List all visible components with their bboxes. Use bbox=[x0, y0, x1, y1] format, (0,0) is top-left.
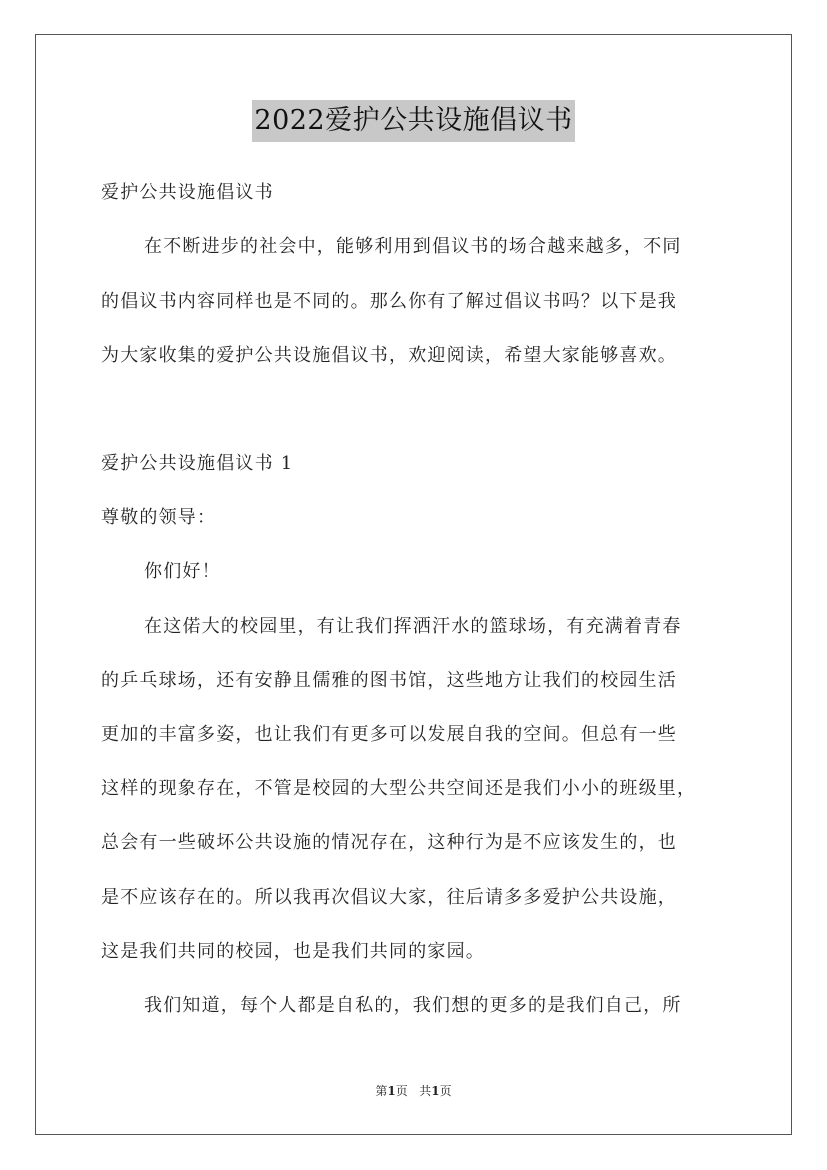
document-subtitle: 爱护公共设施倡议书 bbox=[101, 182, 274, 203]
body-line: 这是我们共同的校园，也是我们共同的家园。 bbox=[101, 941, 485, 962]
document-title: 2022爱护公共设施倡议书 bbox=[252, 100, 574, 142]
body-line: 我们知道，每个人都是自私的，我们想的更多的是我们自己，所 bbox=[144, 995, 682, 1016]
footer-page-total: 1 bbox=[431, 1084, 440, 1098]
body-line: 的乒乓球场，还有安静且儒雅的图书馆，这些地方让我们的校园生活 bbox=[101, 670, 677, 691]
body-line: 这样的现象存在，不管是校园的大型公共空间还是我们小小的班级里， bbox=[101, 778, 697, 799]
body-line: 总会有一些破坏公共设施的情况存在，这种行为是不应该发生的，也 bbox=[101, 832, 677, 853]
intro-line: 为大家收集的爱护公共设施倡议书，欢迎阅读，希望大家能够喜欢。 bbox=[101, 345, 677, 366]
intro-line: 在不断进步的社会中，能够利用到倡议书的场合越来越多，不同 bbox=[144, 236, 682, 257]
body-line: 在这偌大的校园里，有让我们挥洒汗水的篮球场，有充满着青春 bbox=[144, 616, 682, 637]
greeting: 你们好！ bbox=[144, 561, 221, 582]
footer-page-prefix: 第 bbox=[375, 1084, 388, 1098]
footer-page-mid: 页 共 bbox=[395, 1084, 432, 1098]
intro-line: 的倡议书内容同样也是不同的。那么你有了解过倡议书吗？以下是我 bbox=[101, 291, 677, 312]
salutation: 尊敬的领导： bbox=[101, 507, 217, 528]
footer-page-suffix: 页 bbox=[439, 1084, 452, 1098]
section-heading: 爱护公共设施倡议书 1 bbox=[101, 453, 294, 474]
body-line: 更加的丰富多姿，也让我们有更多可以发展自我的空间。但总有一些 bbox=[101, 724, 677, 745]
body-line: 是不应该存在的。所以我再次倡议大家，往后请多多爱护公共设施， bbox=[101, 887, 677, 908]
title-container bbox=[0, 100, 827, 142]
page-footer bbox=[0, 1083, 827, 1099]
footer-page-current: 1 bbox=[387, 1084, 396, 1098]
